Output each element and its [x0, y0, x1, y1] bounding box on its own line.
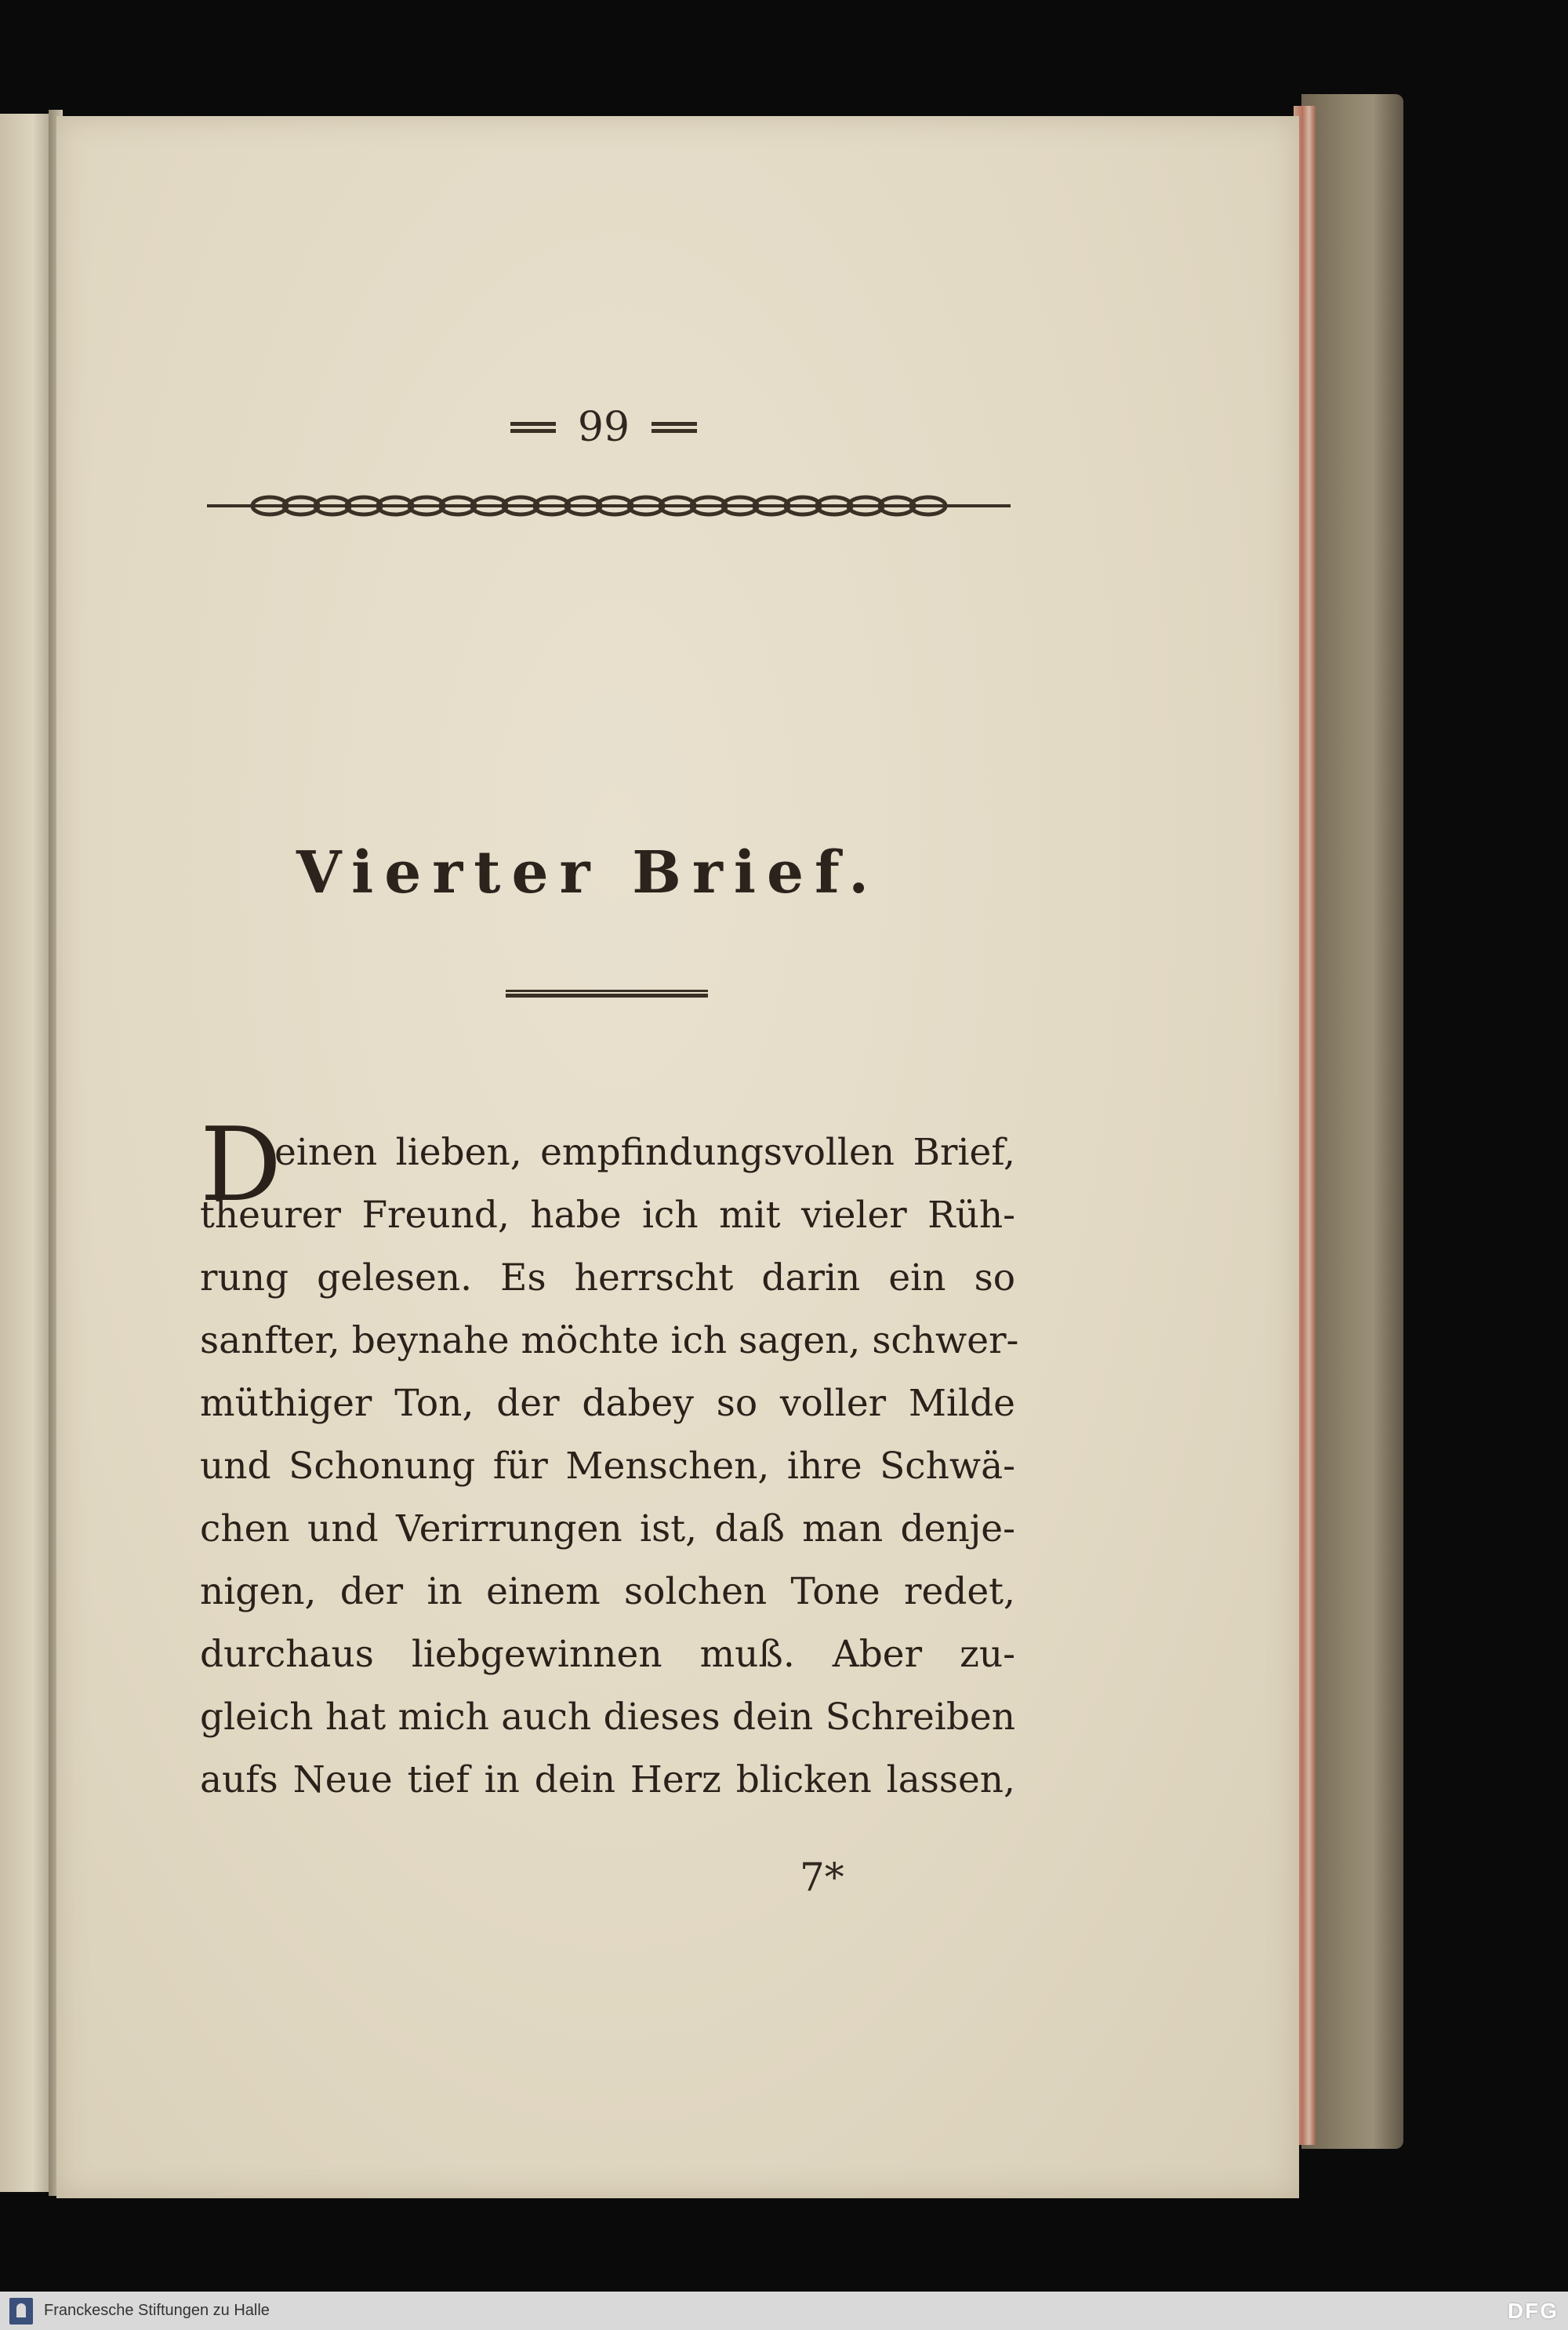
text-line: rung gelesen. Es herrscht darin ein so [200, 1256, 1015, 1299]
text-line: aufs Neue tief in dein Herz blicken lassen, [200, 1758, 1015, 1801]
facing-page-edge [0, 114, 55, 2192]
header-dash-left [510, 422, 556, 433]
footer-bar [0, 2292, 1568, 2330]
footer-institution [9, 2298, 270, 2325]
chain-ornament [207, 490, 1011, 522]
page-header [470, 400, 737, 455]
header-dash-right [652, 422, 697, 433]
text-line: theurer Freund, habe ich mit vieler Rüh- [200, 1194, 1015, 1237]
page-number: 99 [577, 404, 630, 451]
institution-logo-icon [9, 2298, 33, 2325]
text-line: müthiger Ton, der dabey so voller Milde [200, 1382, 1015, 1425]
dfg-logo: DFG [1507, 2298, 1559, 2323]
heading-rule [506, 990, 708, 998]
text-line: chen und Verirrungen ist, daß man denje- [200, 1507, 1015, 1550]
institution-name: Franckesche Stiftungen zu Halle [44, 2302, 270, 2319]
text-line: durchaus liebgewinnen muß. Aber zu- [200, 1633, 1015, 1676]
letter-heading: Vierter Brief. [296, 839, 880, 907]
text-line: einen lieben, empfindungsvollen Brief, [274, 1131, 1015, 1174]
signature-mark: 7* [800, 1855, 844, 1900]
text-line: nigen, der in einem solchen Tone redet, [200, 1570, 1015, 1613]
cover-board-edge [1301, 94, 1403, 2149]
text-line: gleich hat mich auch dieses dein Schreiben [200, 1696, 1015, 1739]
text-line: und Schonung für Menschen, ihre Schwä- [200, 1445, 1015, 1488]
text-line: sanfter, beynahe möchte ich sagen, schwer- [200, 1319, 1019, 1362]
letter-body [200, 1121, 1019, 1812]
drop-cap: D [200, 1105, 282, 1224]
